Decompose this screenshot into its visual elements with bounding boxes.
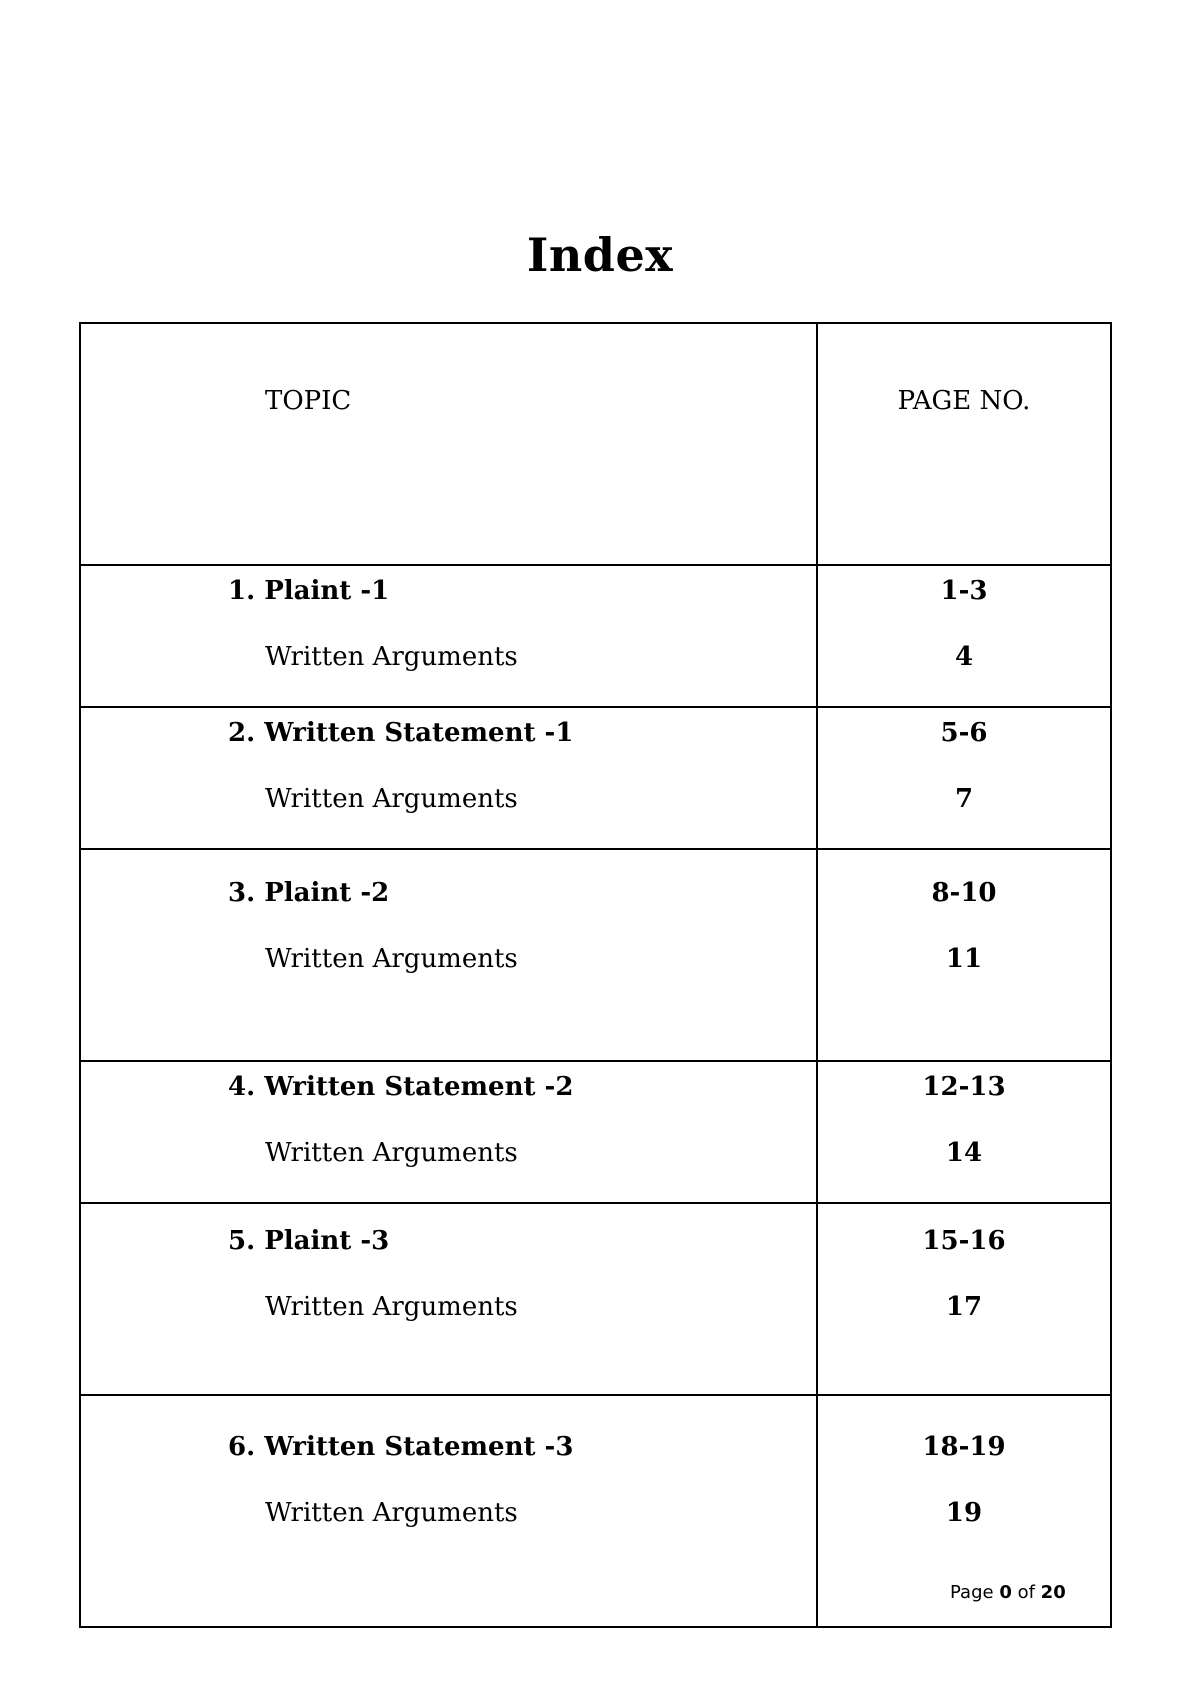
table-row [80,565,1111,707]
entry-title [81,574,816,640]
entry-title [81,1070,816,1136]
entry-title-text: Plaint -1 [264,576,390,606]
page-title: Index [526,228,674,282]
page-cell [817,1061,1111,1203]
footer-current-page: 0 [999,1582,1012,1603]
table-header-row [80,323,1111,565]
entry-title [81,716,816,782]
table-row [80,1061,1111,1203]
entry-sub-pages: 17 [945,1292,983,1322]
topic-cell [80,1203,817,1395]
entry-number: 6. [228,1432,256,1462]
topic-cell [80,1395,817,1627]
entry-sub-title: Written Arguments [265,642,518,672]
entry-pages: 18-19 [922,1432,1006,1462]
entry-sub-title: Written Arguments [265,1292,518,1322]
entry-sub-pages: 19 [945,1498,983,1528]
entry-sub-title: Written Arguments [265,784,518,814]
entry-sub-pages: 7 [954,784,974,814]
topic-cell [80,1061,817,1203]
entry-title [81,1224,816,1290]
entry-pages: 5-6 [940,718,988,748]
page-cell [817,565,1111,707]
entry-pages: 8-10 [931,878,997,908]
entry-pages: 1-3 [940,576,988,606]
entry-sub-pages: 4 [954,642,974,672]
page-cell [817,1203,1111,1395]
entry-sub-title: Written Arguments [265,1138,518,1168]
entry-sub-title: Written Arguments [265,1498,518,1528]
entry-sub-pages: 11 [945,944,983,974]
page-footer [950,1582,1066,1603]
entry-sub-title: Written Arguments [265,944,518,974]
entry-number: 4. [228,1072,256,1102]
entry-title-text: Written Statement -1 [264,718,574,748]
entry-number: 5. [228,1226,256,1256]
table-row [80,849,1111,1061]
entry-number: 3. [228,878,256,908]
index-table [79,322,1112,1628]
entry-title-text: Plaint -3 [264,1226,390,1256]
entry-pages: 15-16 [922,1226,1006,1256]
entry-title-text: Plaint -2 [264,878,390,908]
page-cell [817,849,1111,1061]
page-no-column-header: PAGE NO. [817,323,1111,565]
topic-cell [80,849,817,1061]
entry-pages: 12-13 [922,1072,1006,1102]
entry-number: 2. [228,718,256,748]
entry-sub-pages: 14 [945,1138,983,1168]
footer-of-word: of [1017,1582,1035,1603]
topic-column-header: TOPIC [80,323,817,565]
footer-total-pages: 20 [1040,1582,1066,1603]
entry-title [81,1430,816,1496]
entry-number: 1. [228,576,256,606]
topic-cell [80,707,817,849]
topic-cell [80,565,817,707]
page-cell [817,707,1111,849]
entry-title [81,876,816,942]
entry-title-text: Written Statement -2 [264,1072,574,1102]
entry-title-text: Written Statement -3 [264,1432,574,1462]
footer-page-word: Page [950,1582,994,1603]
table-row [80,1203,1111,1395]
table-row [80,707,1111,849]
